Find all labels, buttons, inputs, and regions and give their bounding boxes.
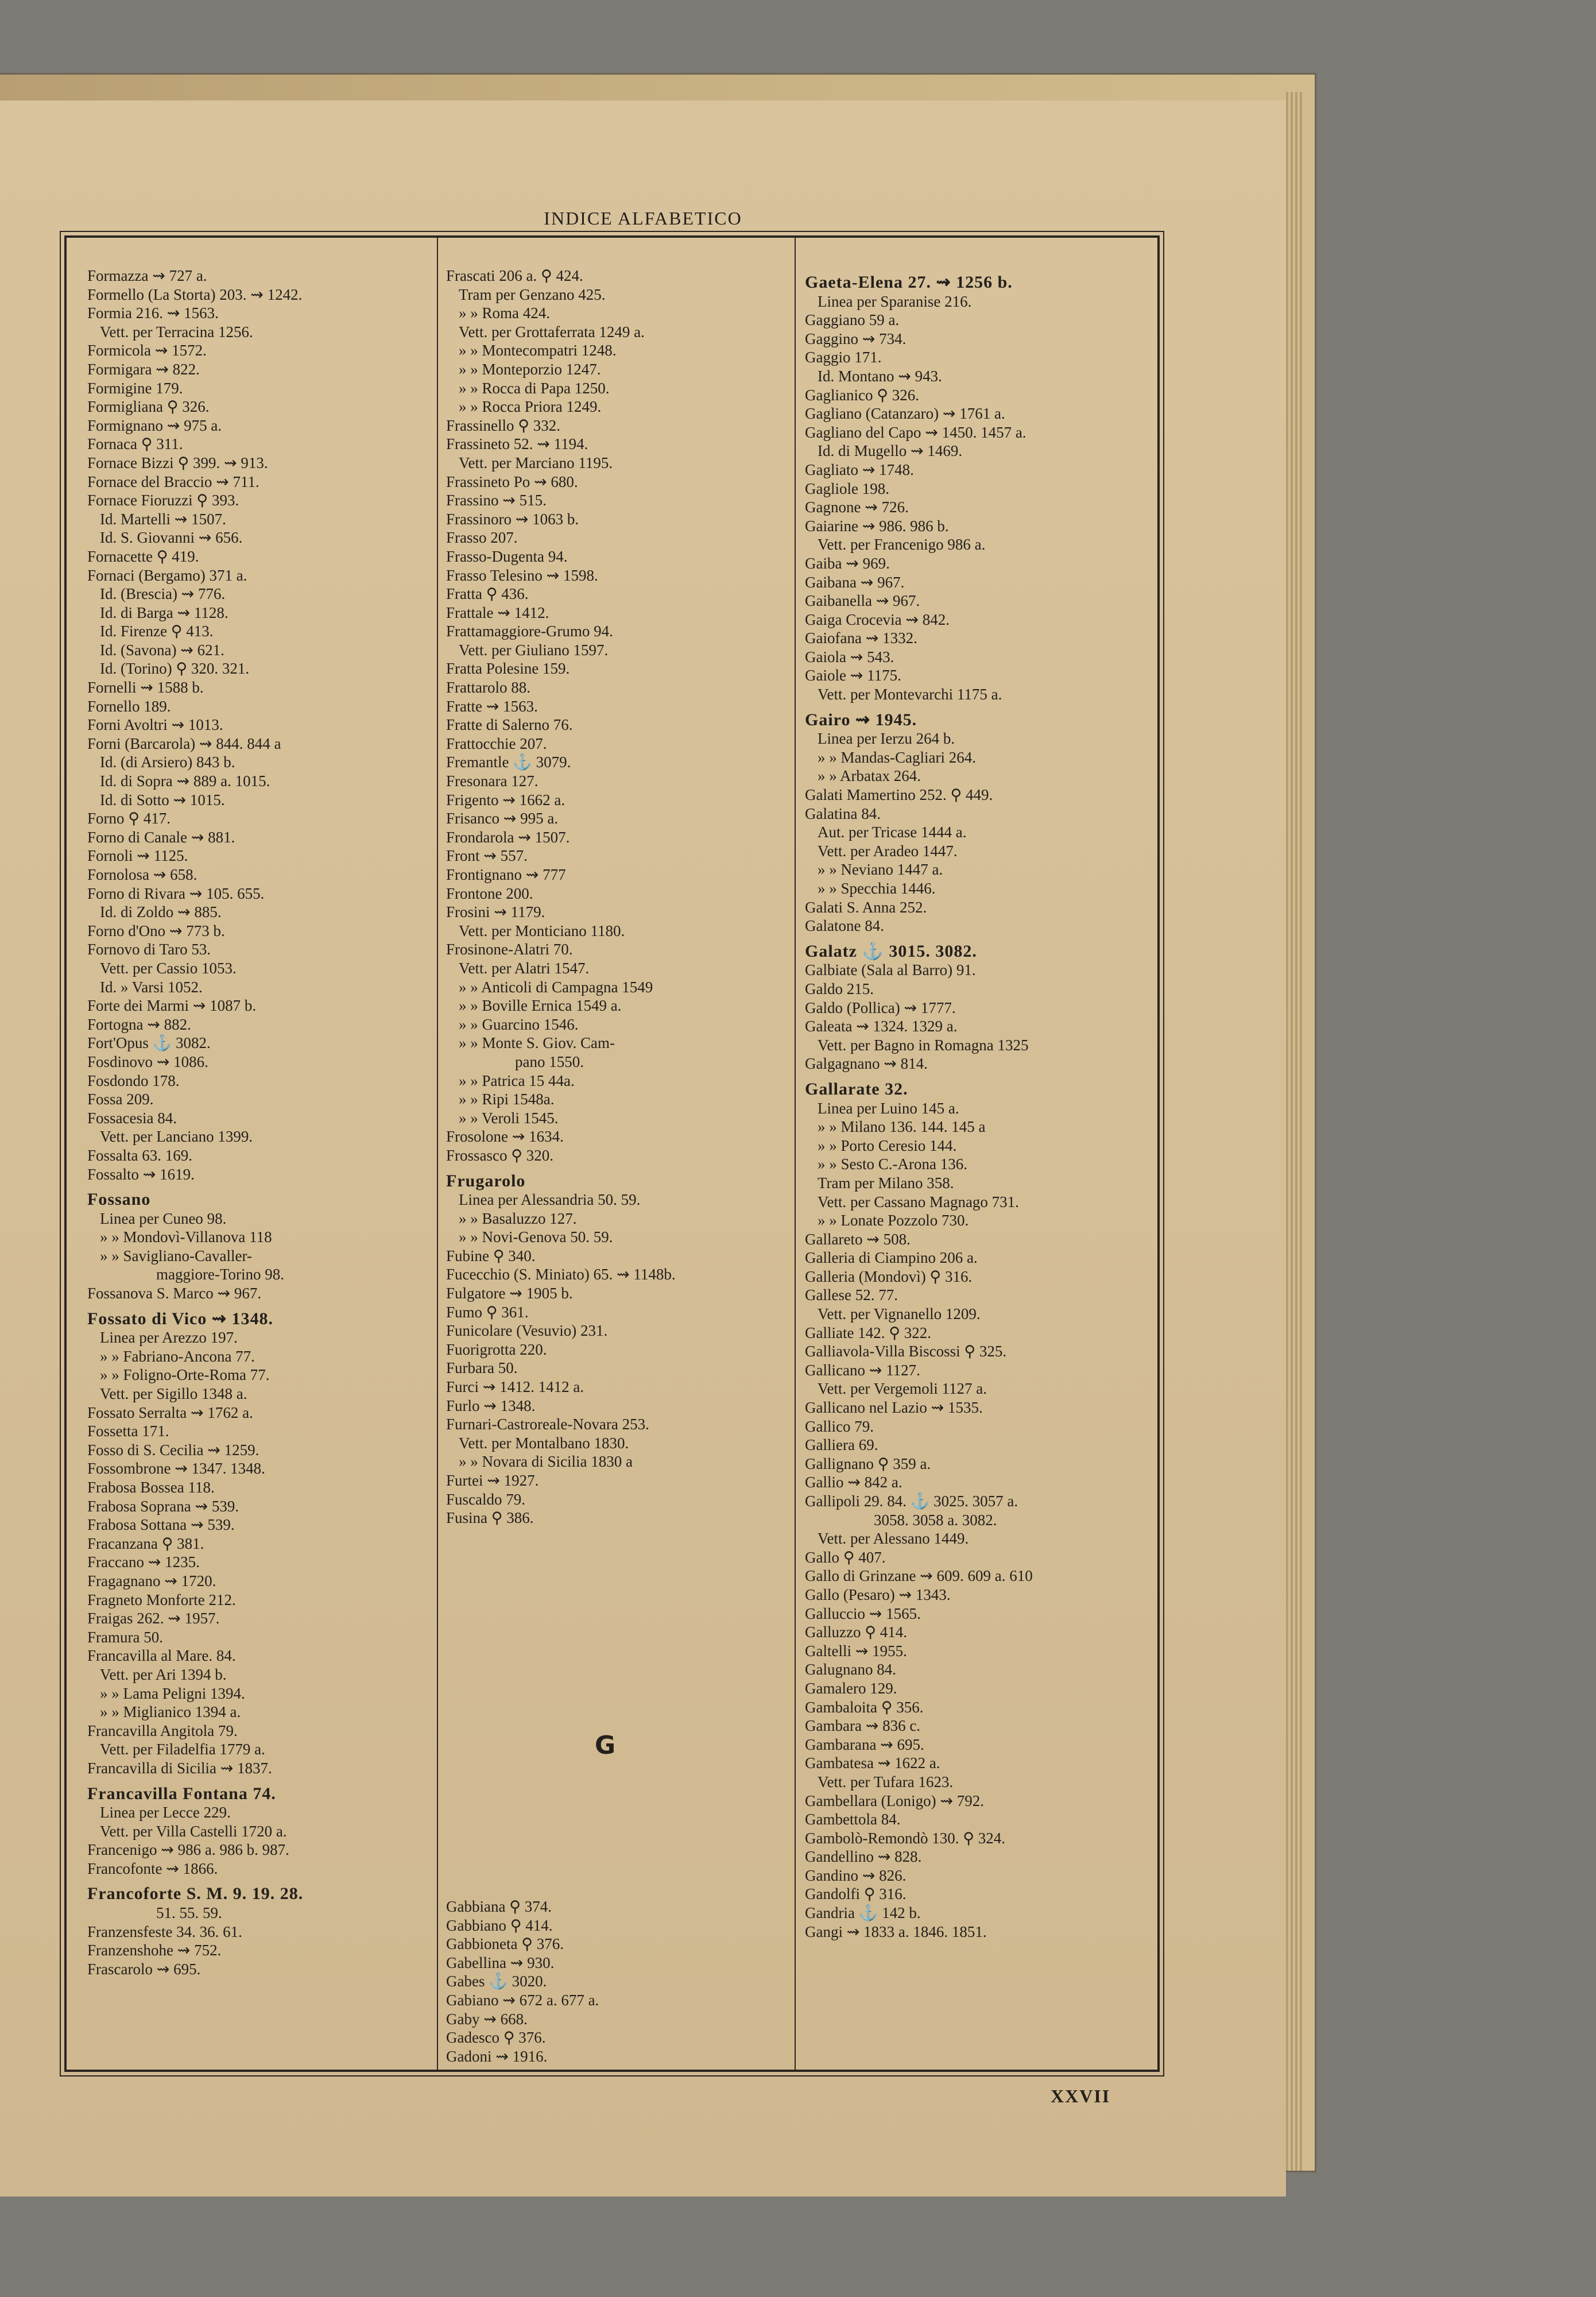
index-entry: Fornace Bizzi ⚲ 399. ⇝ 913. xyxy=(87,454,268,471)
index-entry: Linea per Ierzu 264 b. xyxy=(818,730,955,748)
index-entry: Francavilla al Mare. 84. xyxy=(87,1647,236,1665)
index-entry: Franzenshohe ⇝ 752. xyxy=(87,1942,222,1959)
index-entry: Linea per Arezzo 197. xyxy=(100,1329,238,1347)
index-entry: Id. » Varsi 1052. xyxy=(100,978,203,996)
column-divider-2 xyxy=(795,238,796,2070)
index-entry: Vett. per Grottaferrata 1249 a. xyxy=(459,323,645,341)
index-entry: Formicola ⇝ 1572. xyxy=(87,342,207,359)
column-3-entries-d xyxy=(805,1080,1141,1941)
index-entry: Fornoli ⇝ 1125. xyxy=(87,847,188,865)
index-entry: Gambarana ⇝ 695. xyxy=(805,1735,924,1753)
index-entry: Gambettola 84. xyxy=(805,1811,901,1828)
index-entry: Fossato Serralta ⇝ 1762 a. xyxy=(87,1403,253,1421)
index-entry: » » Patrica 15 44a. xyxy=(459,1072,575,1089)
index-entry: Fratta ⚲ 436. xyxy=(446,585,529,603)
index-entry: 3058. 3058 a. 3082. xyxy=(874,1511,997,1529)
column-2 xyxy=(446,266,782,1528)
index-entry: » » Sesto C.-Arona 136. xyxy=(818,1155,967,1173)
index-entry: Furnari-Castroreale-Novara 253. xyxy=(446,1416,649,1433)
index-entry: Frondarola ⇝ 1507. xyxy=(446,828,570,846)
column-2-entries xyxy=(446,266,782,1165)
column-2-entries-b xyxy=(446,1172,782,1528)
index-entry: Frascati 206 a. ⚲ 424. xyxy=(446,267,583,284)
index-entry: Fraigas 262. ⇝ 1957. xyxy=(87,1610,220,1627)
index-entry: Frassineto 52. ⇝ 1194. xyxy=(446,435,588,453)
index-entry: Gaggino ⇝ 734. xyxy=(805,330,907,347)
column-3-entries xyxy=(805,273,1141,704)
index-entry: Aut. per Tricase 1444 a. xyxy=(818,823,967,841)
index-entry: Gabbioneta ⚲ 376. xyxy=(446,1935,564,1953)
index-entry: Vett. per Montevarchi 1175 a. xyxy=(818,686,1002,703)
index-entry: Furtei ⇝ 1927. xyxy=(446,1472,539,1489)
index-entry: » » Monteporzio 1247. xyxy=(459,360,601,378)
index-entry: » » Anticoli di Campagna 1549 xyxy=(459,978,653,996)
index-entry: Gaglianico ⚲ 326. xyxy=(805,386,919,404)
index-entry: Frattarolo 88. xyxy=(446,679,530,697)
index-entry: Gaibanella ⇝ 967. xyxy=(805,592,920,610)
index-entry: Formignano ⇝ 975 a. xyxy=(87,416,222,434)
index-entry: Fossetta 171. xyxy=(87,1422,169,1440)
index-entry: Fortogna ⇝ 882. xyxy=(87,1015,191,1033)
index-entry: Gambolò-Remondò 130. ⚲ 324. xyxy=(805,1829,1005,1847)
index-entry: Gandellino ⇝ 828. xyxy=(805,1848,922,1866)
section-letter-g: G xyxy=(595,1731,616,1760)
index-entry: Gagliano del Capo ⇝ 1450. 1457 a. xyxy=(805,423,1026,441)
index-entry: Furbara 50. xyxy=(446,1359,518,1377)
index-entry: Gaiarine ⇝ 986. 986 b. xyxy=(805,517,949,535)
index-entry: Fossalto ⇝ 1619. xyxy=(87,1165,195,1183)
index-entry: Gambaloita ⚲ 356. xyxy=(805,1698,924,1716)
index-entry: Gangi ⇝ 1833 a. 1846. 1851. xyxy=(805,1923,987,1940)
index-entry: Gabellina ⇝ 930. xyxy=(446,1954,555,1971)
index-entry: Frascarolo ⇝ 695. xyxy=(87,1960,201,1978)
index-entry: Linea per Alessandria 50. 59. xyxy=(459,1191,641,1209)
index-entry: Fosso di S. Cecilia ⇝ 1259. xyxy=(87,1441,259,1459)
index-entry: Vett. per Francenigo 986 a. xyxy=(818,536,986,554)
index-entry: » » Monte S. Giov. Cam- xyxy=(459,1034,615,1052)
index-entry: Fornaci (Bergamo) 371 a. xyxy=(87,566,247,584)
index-entry: Vett. per Cassano Magnago 731. xyxy=(818,1193,1019,1211)
index-entry: Galeata ⇝ 1324. 1329 a. xyxy=(805,1018,958,1035)
index-entry: » » Veroli 1545. xyxy=(459,1109,559,1127)
index-entry: Fragneto Monforte 212. xyxy=(87,1591,236,1608)
index-entry: Gallicano ⇝ 1127. xyxy=(805,1361,920,1379)
index-entry: » » Novi-Genova 50. 59. xyxy=(459,1228,613,1246)
index-entry: Vett. per Terracina 1256. xyxy=(100,323,253,341)
index-entry: Frossasco ⚲ 320. xyxy=(446,1146,554,1164)
index-entry: Fornaca ⚲ 311. xyxy=(87,435,183,453)
index-entry: Fossano xyxy=(87,1190,151,1209)
index-entry: Frontone 200. xyxy=(446,884,533,902)
index-entry: Fumo ⚲ 361. xyxy=(446,1303,529,1321)
index-entry: » » Milano 136. 144. 145 a xyxy=(818,1118,986,1136)
index-entry: Vett. per Filadelfia 1779 a. xyxy=(100,1741,265,1758)
index-entry: » » Miglianico 1394 a. xyxy=(100,1703,241,1721)
index-entry: Frugarolo xyxy=(446,1171,526,1190)
column-divider-1 xyxy=(437,238,438,2070)
index-entry: Gagnone ⇝ 726. xyxy=(805,498,909,516)
index-entry: Frigento ⇝ 1662 a. xyxy=(446,791,565,809)
index-entry: Vett. per Villa Castelli 1720 a. xyxy=(100,1822,287,1840)
index-entry: Tram per Genzano 425. xyxy=(459,285,606,303)
index-entry: » » Rocca Priora 1249. xyxy=(459,398,602,416)
index-entry: Vett. per Cassio 1053. xyxy=(100,959,237,977)
index-entry: Fornelli ⇝ 1588 b. xyxy=(87,679,204,697)
index-entry: Id. Montano ⇝ 943. xyxy=(818,367,942,385)
index-entry: Tram per Milano 358. xyxy=(818,1174,954,1192)
index-entry: Gadesco ⚲ 376. xyxy=(446,2029,546,2047)
index-entry: Fornello 189. xyxy=(87,697,171,715)
index-entry: » » Lama Peligni 1394. xyxy=(100,1684,245,1702)
index-entry: Galluccio ⇝ 1565. xyxy=(805,1604,921,1622)
index-entry: Gaiga Crocevia ⇝ 842. xyxy=(805,610,950,628)
index-entry: Formigara ⇝ 822. xyxy=(87,360,200,378)
index-entry: Vett. per Giuliano 1597. xyxy=(459,641,609,659)
index-entry: Gagliano (Catanzaro) ⇝ 1761 a. xyxy=(805,405,1005,423)
index-entry: Fusina ⚲ 386. xyxy=(446,1509,534,1527)
index-entry: » » Lonate Pozzolo 730. xyxy=(818,1212,969,1229)
index-entry: Fuscaldo 79. xyxy=(446,1490,525,1508)
index-entry: Id. (Torino) ⚲ 320. 321. xyxy=(100,660,250,678)
index-entry: Fresonara 127. xyxy=(446,772,539,790)
index-entry: » » Savigliano-Cavaller- xyxy=(100,1247,252,1264)
index-entry: Galbiate (Sala al Barro) 91. xyxy=(805,961,976,979)
index-entry: Vett. per Bagno in Romagna 1325 xyxy=(818,1036,1029,1054)
index-entry: » » Mondovì-Villanova 118 xyxy=(100,1228,272,1246)
index-entry: » » Specchia 1446. xyxy=(818,880,936,897)
index-entry: Forno di Canale ⇝ 881. xyxy=(87,828,235,846)
index-entry: Id. S. Giovanni ⇝ 656. xyxy=(100,529,243,547)
index-entry: Galleria di Ciampino 206 a. xyxy=(805,1249,978,1267)
index-entry: Gallese 52. 77. xyxy=(805,1286,898,1304)
index-entry: Formigliana ⚲ 326. xyxy=(87,398,210,416)
index-entry: Fossato di Vico ⇝ 1348. xyxy=(87,1309,273,1328)
index-entry: Forte dei Marmi ⇝ 1087 b. xyxy=(87,997,257,1015)
index-frame xyxy=(64,235,1160,2072)
index-entry: Vett. per Ari 1394 b. xyxy=(100,1665,227,1683)
column-2-g-entries xyxy=(446,1897,782,2066)
index-entry: Galliavola-Villa Biscossi ⚲ 325. xyxy=(805,1343,1007,1360)
index-entry: Gambatesa ⇝ 1622 a. xyxy=(805,1754,940,1772)
index-entry: Gallio ⇝ 842 a. xyxy=(805,1474,902,1491)
index-entry: Fuorigrotta 220. xyxy=(446,1340,547,1358)
index-entry: Gallo di Grinzane ⇝ 609. 609 a. 610 xyxy=(805,1567,1033,1585)
column-3-entries-c xyxy=(805,942,1141,1073)
index-entry: » » Porto Ceresio 144. xyxy=(818,1136,957,1154)
index-entry: Frisanco ⇝ 995 a. xyxy=(446,810,559,827)
index-entry: Id. (Savona) ⇝ 621. xyxy=(100,641,224,659)
index-entry: Vett. per Vignanello 1209. xyxy=(818,1305,981,1323)
index-entry: Galliate 142. ⚲ 322. xyxy=(805,1324,931,1341)
index-entry: Forno di Rivara ⇝ 105. 655. xyxy=(87,884,265,902)
index-entry: Id. Martelli ⇝ 1507. xyxy=(100,510,226,528)
index-entry: Formazza ⇝ 727 a. xyxy=(87,267,207,284)
index-entry: Gallarate 32. xyxy=(805,1080,908,1099)
index-entry: Francoforte S. M. 9. 19. 28. xyxy=(87,1885,304,1904)
index-entry: » » Neviano 1447 a. xyxy=(818,861,943,879)
index-entry: Id. di Sopra ⇝ 889 a. 1015. xyxy=(100,772,270,790)
index-entry: Fornace Fioruzzi ⚲ 393. xyxy=(87,492,239,509)
index-entry: Galatone 84. xyxy=(805,917,884,935)
index-entry: Gallicano nel Lazio ⇝ 1535. xyxy=(805,1399,983,1417)
index-entry: Frosolone ⇝ 1634. xyxy=(446,1128,564,1146)
index-entry: Fraccano ⇝ 1235. xyxy=(87,1553,200,1571)
index-entry: Frabosa Sottana ⇝ 539. xyxy=(87,1516,235,1534)
index-entry: Formello (La Storta) 203. ⇝ 1242. xyxy=(87,285,303,303)
index-entry: Vett. per Aradeo 1447. xyxy=(818,842,958,860)
index-entry: Frasso-Dugenta 94. xyxy=(446,547,568,565)
index-entry: Id. (Brescia) ⇝ 776. xyxy=(100,585,226,603)
index-entry: Galdo 215. xyxy=(805,980,874,997)
index-entry: Furlo ⇝ 1348. xyxy=(446,1397,536,1414)
index-entry: Fort'Opus ⚓ 3082. xyxy=(87,1034,211,1052)
index-entry: Gabiano ⇝ 672 a. 677 a. xyxy=(446,1991,599,2009)
index-entry: Id. Firenze ⚲ 413. xyxy=(100,622,214,640)
column-1 xyxy=(87,266,420,1978)
index-entry: Furci ⇝ 1412. 1412 a. xyxy=(446,1378,584,1396)
index-entry: Galatz ⚓ 3015. 3082. xyxy=(805,942,977,961)
index-entry: » » Foligno-Orte-Roma 77. xyxy=(100,1366,270,1384)
index-entry: Gaiofana ⇝ 1332. xyxy=(805,629,917,647)
index-entry: Id. di Sotto ⇝ 1015. xyxy=(100,791,225,809)
index-entry: Frabosa Bossea 118. xyxy=(87,1479,215,1496)
index-entry: Gandino ⇝ 826. xyxy=(805,1866,907,1884)
index-entry: Frassino ⇝ 515. xyxy=(446,492,547,509)
index-entry: Fracanzana ⚲ 381. xyxy=(87,1534,204,1552)
index-entry: Gallareto ⇝ 508. xyxy=(805,1230,911,1248)
index-entry: Frattale ⇝ 1412. xyxy=(446,604,549,621)
index-entry: Galatina 84. xyxy=(805,805,881,822)
index-entry: Gaiole ⇝ 1175. xyxy=(805,667,901,685)
index-entry: » » Basaluzzo 127. xyxy=(459,1209,577,1227)
index-entry: Francavilla di Sicilia ⇝ 1837. xyxy=(87,1759,272,1777)
index-entry: » » Arbatax 264. xyxy=(818,767,921,785)
index-entry: Vett. per Vergemoli 1127 a. xyxy=(818,1380,987,1398)
index-entry: Franzensfeste 34. 36. 61. xyxy=(87,1923,242,1940)
index-entry: » » Rocca di Papa 1250. xyxy=(459,379,610,397)
index-entry: Linea per Cuneo 98. xyxy=(100,1209,227,1227)
index-entry: Id. di Zoldo ⇝ 885. xyxy=(100,903,222,921)
index-entry: Gaeta-Elena 27. ⇝ 1256 b. xyxy=(805,273,1013,292)
index-entry: Fratte di Salerno 76. xyxy=(446,716,573,734)
index-entry: Gaiola ⇝ 543. xyxy=(805,648,894,666)
index-entry: Fremantle ⚓ 3079. xyxy=(446,753,571,771)
index-entry: Linea per Sparanise 216. xyxy=(818,292,972,310)
index-entry: Fossacesia 84. xyxy=(87,1109,177,1127)
index-entry: Galliera 69. xyxy=(805,1436,878,1454)
index-entry: Galtelli ⇝ 1955. xyxy=(805,1642,907,1660)
index-entry: Gallignano ⚲ 359 a. xyxy=(805,1455,931,1472)
index-entry: Frattamaggiore-Grumo 94. xyxy=(446,622,613,640)
index-entry: Gallico 79. xyxy=(805,1417,874,1435)
index-entry: Fratta Polesine 159. xyxy=(446,660,570,678)
column-2-entries-c xyxy=(446,1897,782,2066)
index-entry: Gaiba ⇝ 969. xyxy=(805,554,890,572)
index-entry: Galluzzo ⚲ 414. xyxy=(805,1623,907,1641)
index-entry: Gaggio 171. xyxy=(805,349,882,366)
index-entry: Galdo (Pollica) ⇝ 1777. xyxy=(805,999,956,1016)
index-entry: Gaibana ⇝ 967. xyxy=(805,573,905,591)
index-entry: Forni Avoltri ⇝ 1013. xyxy=(87,716,223,734)
index-entry: Gamalero 129. xyxy=(805,1679,897,1697)
index-entry: Francavilla Fontana 74. xyxy=(87,1784,276,1803)
index-entry: » » Fabriano-Ancona 77. xyxy=(100,1347,255,1365)
page-number: XXVII xyxy=(1051,2086,1111,2106)
index-entry: Gambara ⇝ 836 c. xyxy=(805,1717,921,1735)
index-entry: Framura 50. xyxy=(87,1628,163,1646)
index-entry: Fulgatore ⇝ 1905 b. xyxy=(446,1285,573,1302)
index-entry: Id. (di Arsiero) 843 b. xyxy=(100,753,235,771)
index-entry: Fragagnano ⇝ 1720. xyxy=(87,1572,216,1590)
index-entry: Gandria ⚓ 142 b. xyxy=(805,1904,921,1922)
index-entry: Vett. per Lanciano 1399. xyxy=(100,1128,253,1146)
index-entry: » » Novara di Sicilia 1830 a xyxy=(459,1453,633,1471)
page-stack-edge xyxy=(1286,92,1303,2171)
index-entry: Frassinello ⚲ 332. xyxy=(446,416,561,434)
index-entry: Fubine ⚲ 340. xyxy=(446,1247,536,1264)
index-entry: Fornacette ⚲ 419. xyxy=(87,547,199,565)
index-entry: Fornovo di Taro 53. xyxy=(87,941,211,958)
index-entry: 51. 55. 59. xyxy=(156,1904,222,1922)
index-entry: Galati S. Anna 252. xyxy=(805,898,927,916)
index-entry: » » Ripi 1548a. xyxy=(459,1091,555,1108)
index-entry: Gabes ⚓ 3020. xyxy=(446,1973,547,1990)
index-entry: Frosinone-Alatri 70. xyxy=(446,941,573,958)
index-entry: Fosdinovo ⇝ 1086. xyxy=(87,1053,208,1070)
index-entry: Gaby ⇝ 668. xyxy=(446,2010,528,2028)
index-entry: Vett. per Monticiano 1180. xyxy=(459,922,625,939)
index-entry: » » Boville Ernica 1549 a. xyxy=(459,997,622,1015)
index-entry: Fossalta 63. 169. xyxy=(87,1146,193,1164)
index-entry: Linea per Lecce 229. xyxy=(100,1804,231,1822)
index-entry: Fosdondo 178. xyxy=(87,1072,180,1089)
index-entry: Frabosa Soprana ⇝ 539. xyxy=(87,1497,239,1515)
index-entry: Formia 216. ⇝ 1563. xyxy=(87,304,219,322)
index-entry: Forni (Barcarola) ⇝ 844. 844 a xyxy=(87,734,281,752)
column-3-entries-b xyxy=(805,711,1141,935)
index-entry: Gagliato ⇝ 1748. xyxy=(805,461,914,478)
index-entry: pano 1550. xyxy=(515,1053,584,1070)
index-entry: Galleria (Mondovì) ⚲ 316. xyxy=(805,1267,973,1285)
index-entry: Gambellara (Lonigo) ⇝ 792. xyxy=(805,1792,985,1809)
index-entry: Vett. per Alessano 1449. xyxy=(818,1530,969,1548)
index-entry: Frosini ⇝ 1179. xyxy=(446,903,545,921)
index-entry: Galati Mamertino 252. ⚲ 449. xyxy=(805,786,993,804)
index-entry: Galgagnano ⇝ 814. xyxy=(805,1055,928,1073)
index-entry: » » Guarcino 1546. xyxy=(459,1015,579,1033)
index-entry: Vett. per Tufara 1623. xyxy=(818,1773,954,1791)
index-entry: Vett. per Alatri 1547. xyxy=(459,959,590,977)
index-entry: Fratte ⇝ 1563. xyxy=(446,697,538,715)
index-entry: Francofonte ⇝ 1866. xyxy=(87,1859,218,1877)
index-entry: Frassinoro ⇝ 1063 b. xyxy=(446,510,579,528)
index-entry: » » Montecompatri 1248. xyxy=(459,342,617,359)
index-entry: Frasso Telesino ⇝ 1598. xyxy=(446,566,598,584)
index-entry: » » Roma 424. xyxy=(459,304,550,322)
index-entry: Fossombrone ⇝ 1347. 1348. xyxy=(87,1460,265,1478)
index-entry: Id. di Barga ⇝ 1128. xyxy=(100,604,228,621)
index-entry: Linea per Luino 145 a. xyxy=(818,1099,959,1117)
column-3 xyxy=(805,266,1141,1941)
index-entry: Fossa 209. xyxy=(87,1091,154,1108)
index-entry: Vett. per Montalbano 1830. xyxy=(459,1434,629,1452)
index-entry: Frassineto Po ⇝ 680. xyxy=(446,473,578,490)
index-entry: Gagliole 198. xyxy=(805,479,889,497)
index-entry: Gadoni ⇝ 1916. xyxy=(446,2047,548,2065)
index-entry: Frontignano ⇝ 777 xyxy=(446,866,566,883)
index-entry: Francenigo ⇝ 986 a. 986 b. 987. xyxy=(87,1841,289,1859)
index-entry: Gallo ⚲ 407. xyxy=(805,1548,886,1566)
index-entry: Fucecchio (S. Miniato) 65. ⇝ 1148b. xyxy=(446,1266,676,1283)
index-entry: Frasso 207. xyxy=(446,529,518,547)
index-entry: Galugnano 84. xyxy=(805,1661,896,1679)
index-entry: Front ⇝ 557. xyxy=(446,847,528,865)
index-entry: Funicolare (Vesuvio) 231. xyxy=(446,1322,608,1340)
index-entry: Gairo ⇝ 1945. xyxy=(805,710,917,729)
index-entry: Gallipoli 29. 84. ⚓ 3025. 3057 a. xyxy=(805,1492,1018,1510)
index-entry: Forno d'Ono ⇝ 773 b. xyxy=(87,922,225,939)
index-entry: Vett. per Sigillo 1348 a. xyxy=(100,1385,247,1403)
index-entry: Gallo (Pesaro) ⇝ 1343. xyxy=(805,1586,951,1603)
index-entry: Vett. per Marciano 1195. xyxy=(459,454,613,471)
column-1-entries xyxy=(87,266,420,1184)
index-entry: » » Mandas-Cagliari 264. xyxy=(818,748,976,766)
index-entry: Formigine 179. xyxy=(87,379,183,397)
index-entry: Gaggiano 59 a. xyxy=(805,311,900,329)
index-entry: Gabbiana ⚲ 374. xyxy=(446,1898,552,1915)
column-1-entries-b xyxy=(87,1190,420,1978)
index-entry: Forno ⚲ 417. xyxy=(87,810,171,827)
index-entry: Gabbiano ⚲ 414. xyxy=(446,1916,553,1934)
index-entry: Fornolosa ⇝ 658. xyxy=(87,866,197,883)
index-entry: Gandolfi ⚲ 316. xyxy=(805,1885,907,1903)
index-entry: Fossanova S. Marco ⇝ 967. xyxy=(87,1285,262,1302)
index-entry: Francavilla Angitola 79. xyxy=(87,1722,238,1739)
index-entry: maggiore-Torino 98. xyxy=(156,1266,285,1283)
index-entry: Frattocchie 207. xyxy=(446,734,547,752)
page-header: INDICE ALFABETICO xyxy=(544,208,742,229)
index-entry: Fornace del Braccio ⇝ 711. xyxy=(87,473,259,490)
index-entry: Id. di Mugello ⇝ 1469. xyxy=(818,442,963,460)
